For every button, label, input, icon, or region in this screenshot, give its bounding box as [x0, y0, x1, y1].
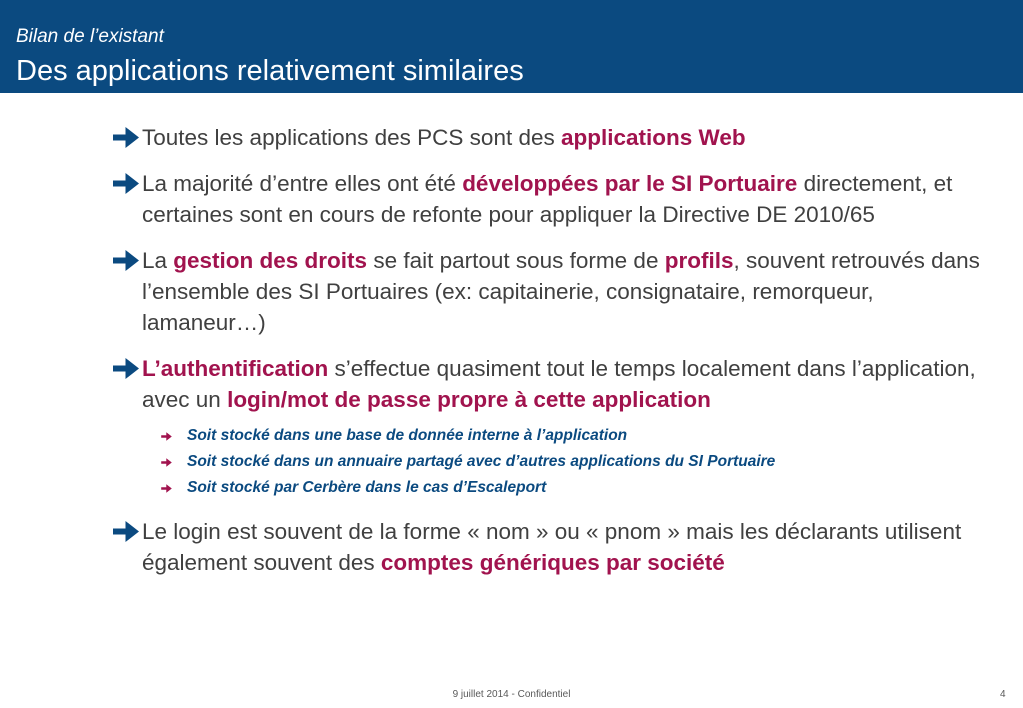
highlight-text: profils — [664, 248, 734, 273]
bullet-item — [112, 168, 992, 230]
sub-bullet-text: Soit stocké dans une base de donnée interne à l’application — [187, 427, 628, 444]
bullet-item — [112, 245, 992, 338]
highlight-text: comptes génériques par société — [380, 550, 725, 575]
right-arrow-icon — [160, 431, 173, 442]
sub-bullet-item — [112, 449, 992, 475]
bullet-text: se fait partout sous forme de — [367, 248, 665, 273]
page-number: 4 — [1000, 689, 1006, 700]
right-arrow-icon — [112, 170, 140, 197]
bullet-text: directement, et certaines sont en cours de refonte pour appliquer la Directive DE 2010/65 — [142, 171, 953, 227]
highlight-text: développées par le SI Portuaire — [462, 171, 798, 196]
bullet-item — [112, 516, 992, 578]
bullet-text: s’effectue quasiment tout le temps localement dans l’application, avec un — [142, 356, 976, 412]
sub-bullet-text: Soit stocké dans un annuaire partagé avec d’autres applications du SI Portuaire — [187, 453, 776, 470]
highlight-text: applications Web — [561, 125, 746, 150]
bullet-text: Le login est souvent de la forme « nom » ou « pnom » mais les déclarants utilisent également souvent des — [142, 519, 962, 575]
right-arrow-icon — [112, 518, 140, 545]
highlight-text: gestion des droits — [173, 248, 368, 273]
bullet-item — [112, 122, 992, 153]
sub-bullet-list — [142, 423, 992, 501]
right-arrow-icon — [112, 355, 140, 382]
slide-body — [112, 122, 992, 593]
right-arrow-icon — [160, 483, 173, 494]
sub-bullet-item — [112, 475, 992, 501]
sub-bullet-item — [112, 423, 992, 449]
slide-subtitle: Bilan de l’existant — [16, 26, 164, 47]
footer-text: 9 juillet 2014 - Confidentiel — [452, 689, 571, 700]
right-arrow-icon — [160, 457, 173, 468]
bullet-text: , souvent retrouvés dans l’ensemble des SI Portuaires (ex: capitainerie, consignataire, remorqueur, lamaneur…) — [142, 248, 980, 335]
bullet-item — [112, 353, 992, 501]
slide-header — [0, 0, 1023, 93]
slide-title: Des applications relativement similaires — [16, 55, 524, 87]
sub-bullet-text: Soit stocké par Cerbère dans le cas d’Escaleport — [187, 479, 547, 496]
bullet-text: Toutes les applications des PCS sont des — [142, 125, 561, 150]
highlight-text: L’authentification — [142, 356, 329, 381]
bullet-text: La majorité d’entre elles ont été — [142, 171, 463, 196]
right-arrow-icon — [112, 124, 140, 151]
bullet-text: La — [142, 248, 174, 273]
highlight-text: login/mot de passe propre à cette application — [227, 387, 711, 412]
right-arrow-icon — [112, 247, 140, 274]
